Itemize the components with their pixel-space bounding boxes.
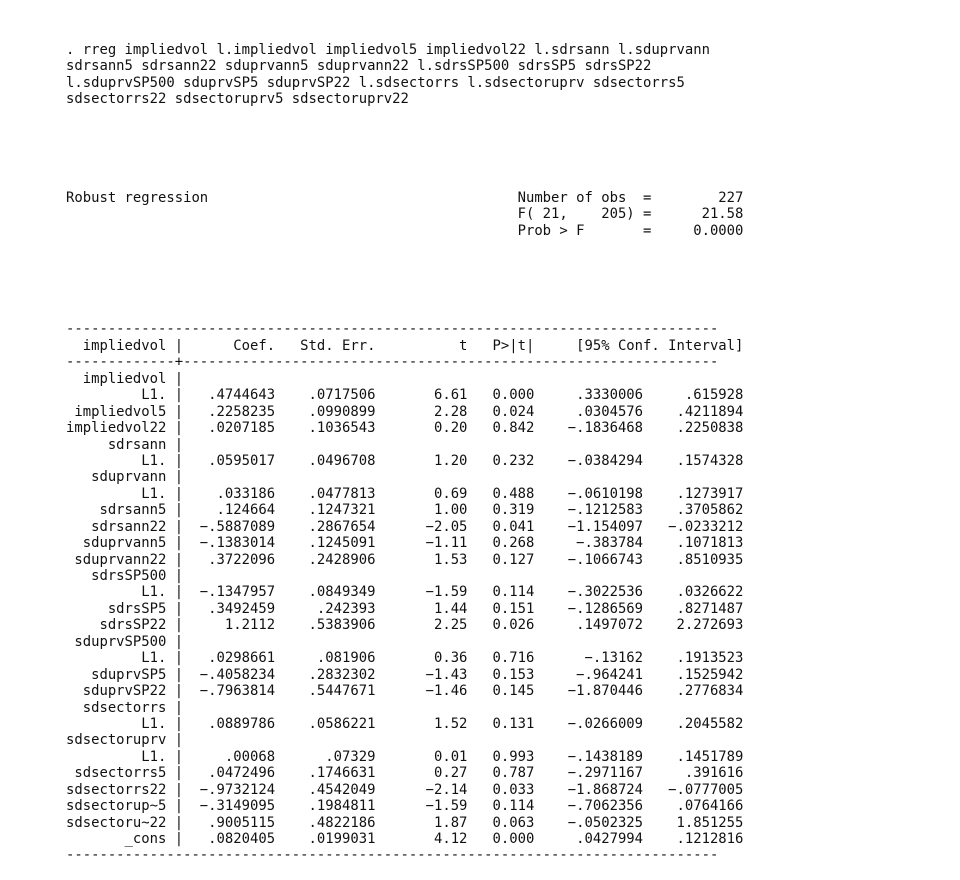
- table-row: L1. | .0595017 .0496708 1.20 0.232 −.0384294 .1574328: [66, 452, 744, 469]
- summary-title-row: Robust regression Number of obs = 227: [66, 189, 744, 206]
- coefficient-table: [66, 321, 846, 863]
- table-row: L1. | .0889786 .0586221 1.52 0.131 −.0266009 .2045582: [66, 715, 744, 732]
- table-rule-top: ------------------------------------------------------------------------------: [66, 321, 719, 338]
- regression-summary: [66, 190, 846, 239]
- table-row: sdsectoru~22 | .9005115 .4822186 1.87 0.063 −.0502325 1.851255: [66, 814, 744, 831]
- table-row: sdrsann22 | −.5887089 .2867654 −2.05 0.041 −1.154097 −.0233212: [66, 518, 744, 535]
- table-row: sdrsann5 | .124664 .1247321 1.00 0.319 −.1212583 .3705862: [66, 502, 744, 519]
- table-row: sdsectorrs22 | −.9732124 .4542049 −2.14 0.033 −1.868724 −.0777005: [66, 781, 744, 798]
- table-row: sduprvSP22 | −.7963814 .5447671 −1.46 0.145 −1.870446 .2776834: [66, 683, 744, 700]
- command-line: . rreg impliedvol l.impliedvol impliedvol5 impliedvol22 l.sdrsann l.sduprvann: [66, 41, 710, 58]
- command-block: [66, 42, 846, 108]
- table-group-label: sduprvSP500 |: [66, 633, 184, 650]
- spacer: [66, 272, 846, 288]
- table-row: sdrsSP22 | 1.2112 .5383906 2.25 0.026 .1497072 2.272693: [66, 617, 744, 634]
- table-row: sduprvSP5 | −.4058234 .2832302 −1.43 0.153 −.964241 .1525942: [66, 666, 744, 683]
- summary-stat-row: Prob > F = 0.0000: [66, 222, 744, 239]
- spacer: [66, 141, 846, 157]
- table-group-label: sdrsSP500 |: [66, 568, 184, 585]
- table-row: sduprvann22 | .3722096 .2428906 1.53 0.127 −.1066743 .8510935: [66, 551, 744, 568]
- summary-stat-row: F( 21, 205) = 21.58: [66, 206, 744, 223]
- table-row: impliedvol22 | .0207185 .1036543 0.20 0.842 −.1836468 .2250838: [66, 420, 744, 437]
- table-row: L1. | −.1347957 .0849349 −1.59 0.114 −.3022536 .0326622: [66, 584, 744, 601]
- table-group-label: impliedvol |: [66, 370, 184, 387]
- table-row: L1. | .0298661 .081906 0.36 0.716 −.13162 .1913523: [66, 650, 744, 667]
- table-row: sdsectorrs5 | .0472496 .1746631 0.27 0.787 −.2971167 .391616: [66, 765, 744, 782]
- command-line: sdrsann5 sdrsann22 sduprvann5 sduprvann22 l.sdrsSP500 sdrsSP5 sdrsSP22: [66, 58, 652, 75]
- table-row: _cons | .0820405 .0199031 4.12 0.000 .0427994 .1212816: [66, 831, 744, 848]
- command-line: sdsectorrs22 sdsectoruprv5 sdsectoruprv22: [66, 91, 409, 108]
- table-group-label: sdrsann |: [66, 436, 184, 453]
- table-row: impliedvol5 | .2258235 .0990899 2.28 0.024 .0304576 .4211894: [66, 403, 744, 420]
- command-line: l.sduprvSP500 sduprvSP5 sduprvSP22 l.sdsectorrs l.sdsectoruprv sdsectorrs5: [66, 74, 685, 91]
- table-group-label: sdsectorrs |: [66, 699, 184, 716]
- table-rule-bottom: ------------------------------------------------------------------------------: [66, 847, 719, 864]
- table-rule-header: -------------+----------------------------------------------------------------: [66, 354, 719, 371]
- table-row: sdsectorup~5 | −.3149095 .1984811 −1.59 0.114 −.7062356 .0764166: [66, 798, 744, 815]
- table-row: L1. | .033186 .0477813 0.69 0.488 −.0610198 .1273917: [66, 485, 744, 502]
- table-group-label: sdsectoruprv |: [66, 732, 184, 749]
- table-row: sdrsSP5 | .3492459 .242393 1.44 0.151 −.1286569 .8271487: [66, 600, 744, 617]
- table-row: sduprvann5 | −.1383014 .1245091 −1.11 0.268 −.383784 .1071813: [66, 535, 744, 552]
- table-header-row: impliedvol | Coef. Std. Err. t P>|t| [95% Conf. Interval]: [66, 337, 744, 354]
- stata-results-window: [66, 9, 846, 880]
- table-group-label: sduprvann |: [66, 469, 184, 486]
- table-row: L1. | .00068 .07329 0.01 0.993 −.1438189 .1451789: [66, 748, 744, 765]
- table-row: L1. | .4744643 .0717506 6.61 0.000 .3330006 .615928: [66, 387, 744, 404]
